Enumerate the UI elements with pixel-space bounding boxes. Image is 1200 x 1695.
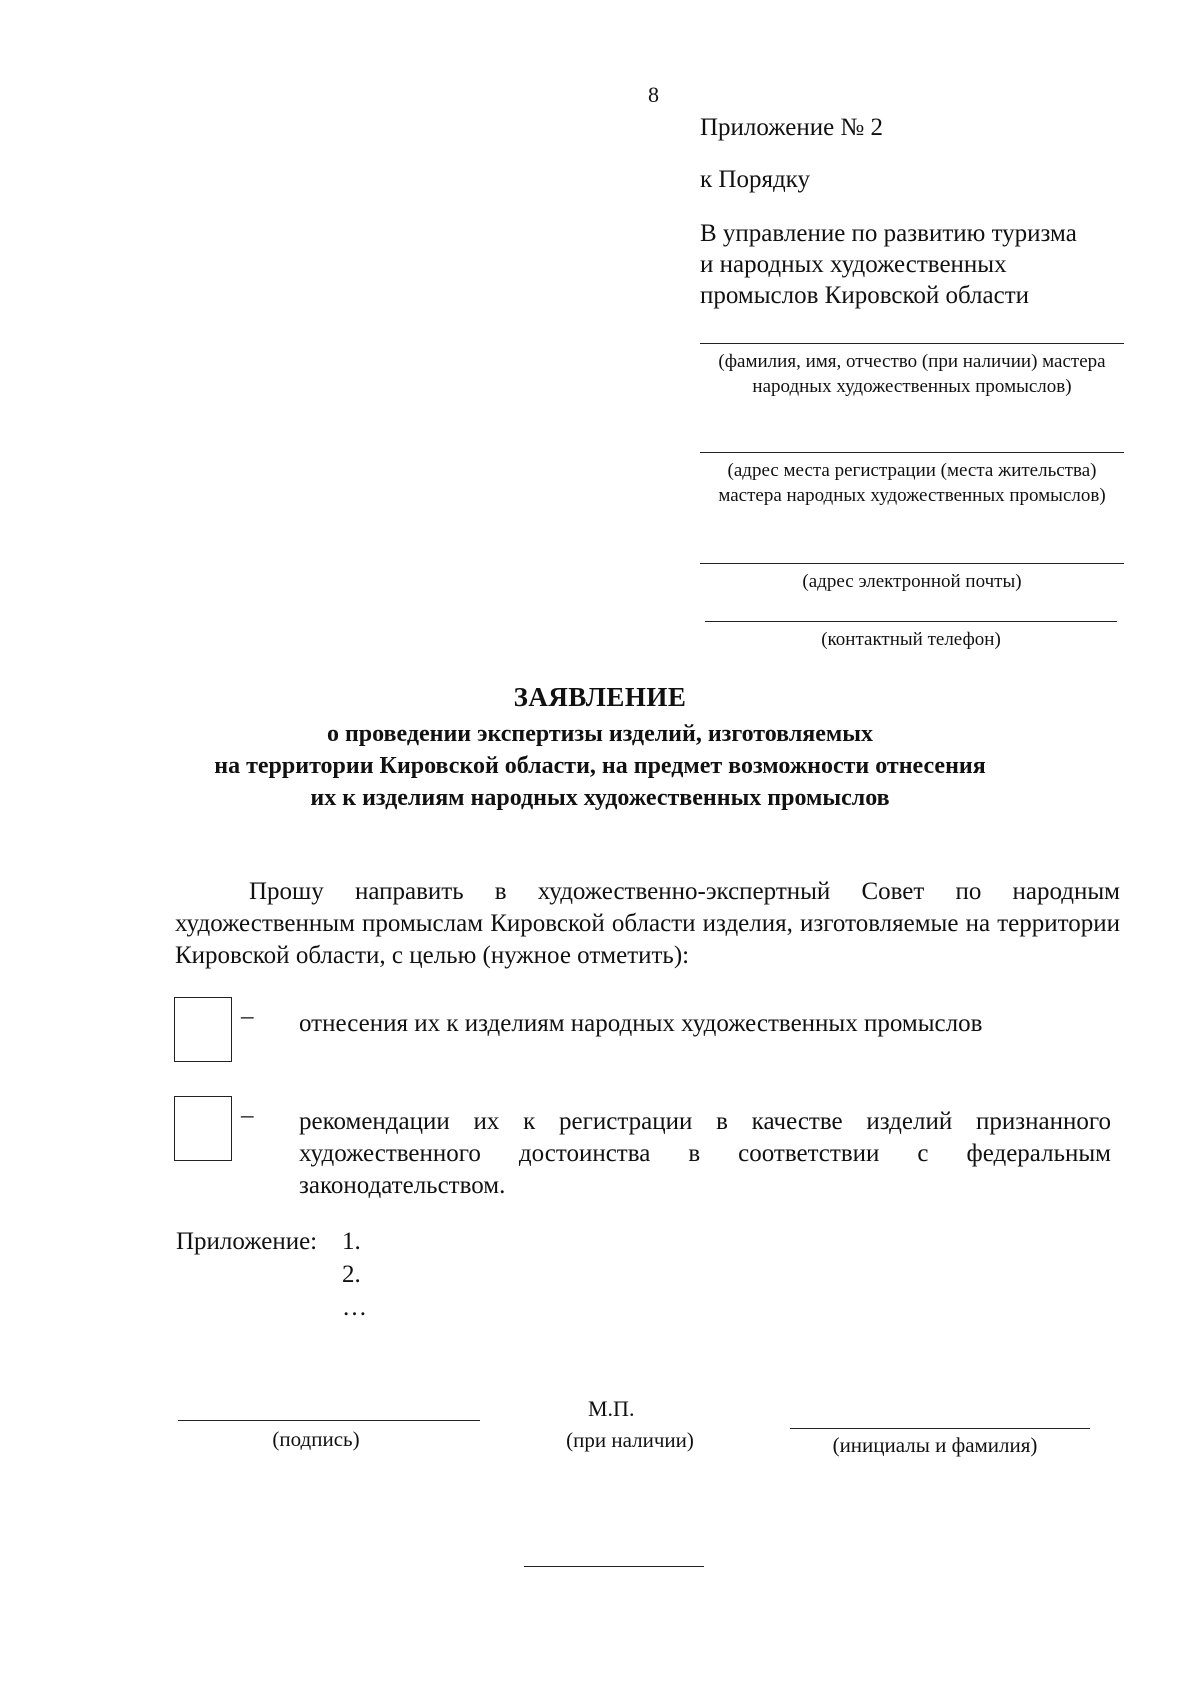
name-line[interactable] [790, 1428, 1090, 1429]
option-dash: – [241, 1102, 254, 1129]
request-paragraph: Прошу направить в художественно-экспертный Совет по народным художественным промыслам Кировской области изделия, изготовляемые на территории Кировской области, с целью (нужное отметить): [175, 878, 1120, 969]
signature-caption: (подпись) [272, 1427, 360, 1451]
closing-divider [524, 1566, 704, 1567]
option-dash: – [241, 1003, 254, 1030]
email-field-caption: (адрес электронной почты) [802, 571, 1022, 592]
name-caption: (инициалы и фамилия) [832, 1433, 1038, 1457]
document-title: ЗАЯВЛЕНИЕ [513, 682, 687, 712]
option-2-checkbox[interactable] [174, 1096, 232, 1161]
attachment-item: … [342, 1294, 367, 1321]
signature-line[interactable] [178, 1420, 480, 1421]
attachment-item: 1. [342, 1228, 361, 1255]
subtitle-line: их к изделиям народных художественных промыслов [310, 785, 890, 811]
addressee-block [700, 218, 1077, 311]
option-2-text: рекомендации их к регистрации в качестве изделий признанного художественного достоинства в соответствии с федеральным законодательством. [299, 1108, 1111, 1199]
document-subtitle [0, 718, 1200, 814]
to-order-label: к Порядку [700, 166, 810, 193]
stamp-caption: (при наличии) [566, 1428, 694, 1452]
appendix-label: Приложение № 2 [700, 114, 884, 141]
addressee-line: промыслов Кировской области [700, 282, 1030, 309]
option-1-text: отнесения их к изделиям народных художественных промыслов [299, 1010, 983, 1037]
subtitle-line: на территории Кировской области, на предмет возможности отнесения [214, 753, 986, 779]
addressee-line: и народных художественных [700, 251, 1007, 278]
email-field-line[interactable] [700, 563, 1124, 564]
phone-field-caption: (контактный телефон) [821, 629, 1001, 650]
attachments-label: Приложение: [176, 1228, 318, 1255]
address-field-caption: (адрес места регистрации (места жительства) мастера народных художественных промыслов) [718, 460, 1106, 506]
addressee-line: В управление по развитию туризма [700, 220, 1077, 247]
attachment-item: 2. [342, 1261, 361, 1288]
stamp-label: М.П. [588, 1396, 635, 1421]
attachments-list [342, 1225, 367, 1324]
page-number: 8 [648, 82, 659, 107]
option-1-checkbox[interactable] [174, 997, 232, 1062]
subtitle-line: о проведении экспертизы изделий, изготовляемых [326, 721, 874, 747]
fio-field-line[interactable] [700, 343, 1124, 344]
phone-field-line[interactable] [705, 621, 1117, 622]
address-field-line[interactable] [700, 452, 1124, 453]
fio-field-caption: (фамилия, имя, отчество (при наличии) мастера народных художественных промыслов) [718, 351, 1106, 397]
